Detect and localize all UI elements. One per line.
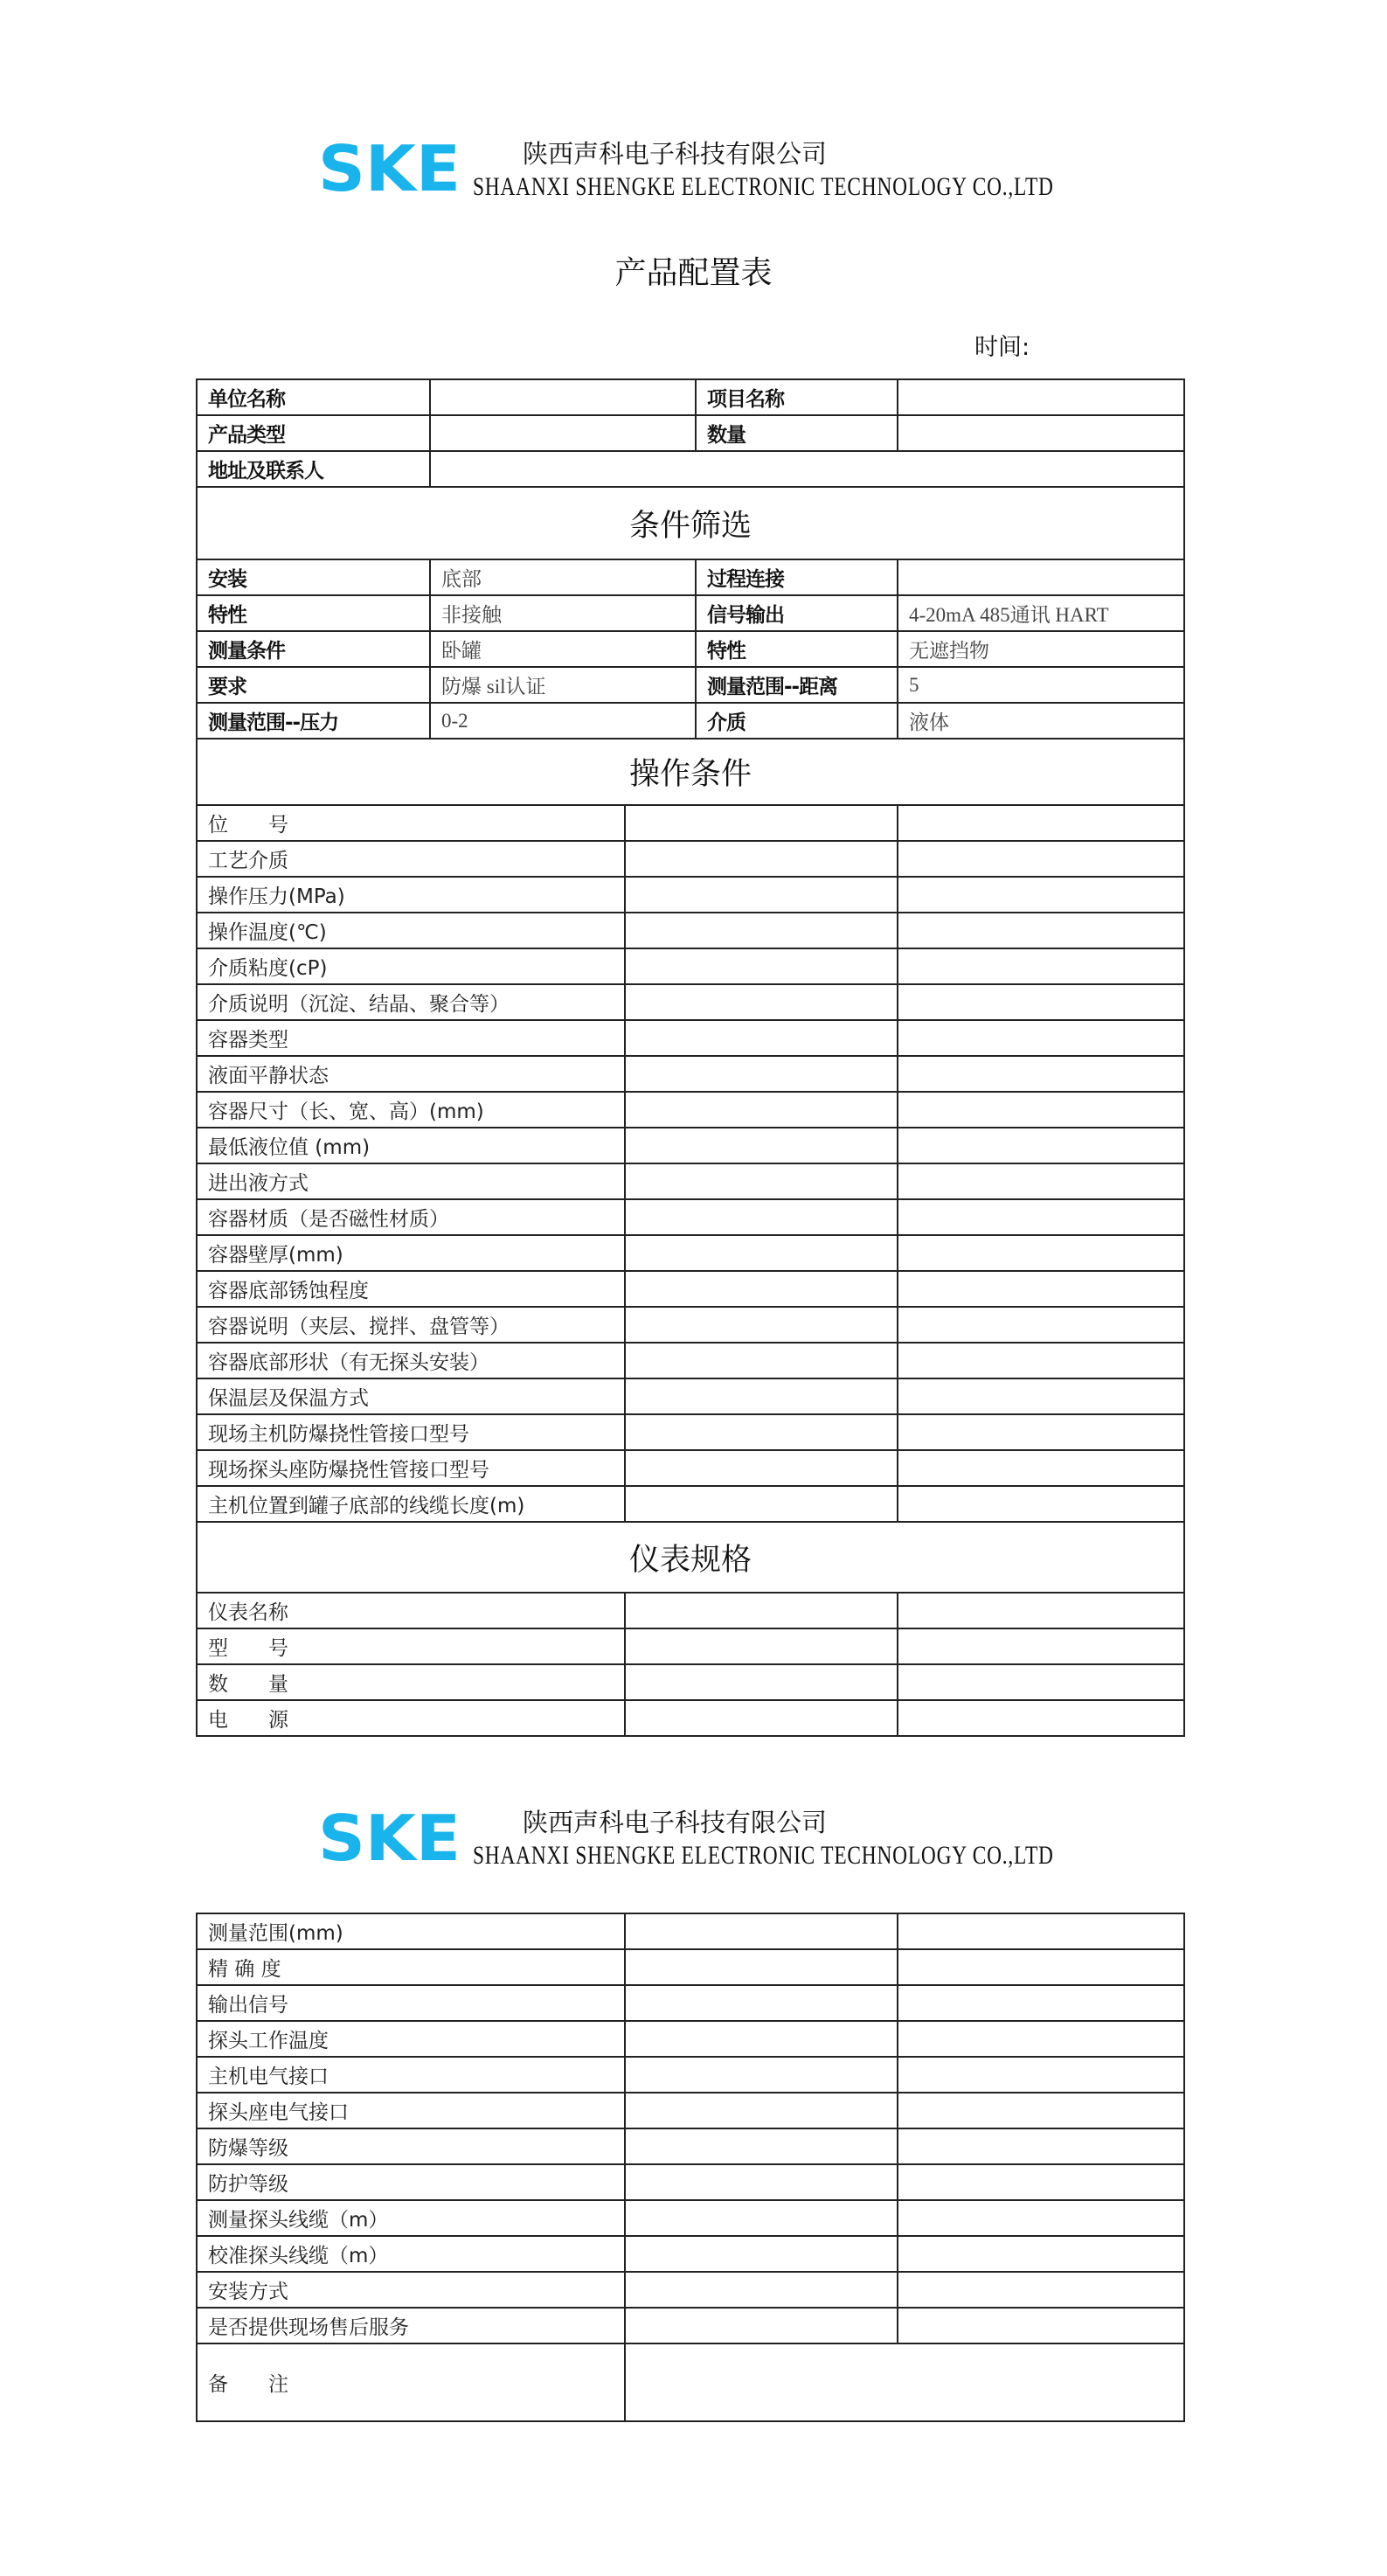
value-field-2[interactable]: [898, 2164, 1184, 2200]
table-row: [197, 1199, 1184, 1235]
condition-label: 信号输出: [696, 595, 898, 631]
value-field-1[interactable]: [625, 1343, 898, 1378]
instrument-spec-heading: 仪表规格: [197, 1522, 1184, 1593]
table-row: [197, 703, 1184, 739]
value-field-2[interactable]: [898, 2021, 1184, 2057]
table-row: [197, 1628, 1184, 1664]
value-field-2[interactable]: [898, 984, 1184, 1020]
value-field-2[interactable]: [898, 1307, 1184, 1343]
row-label: 防爆等级: [197, 2128, 625, 2164]
table-row: [197, 2200, 1184, 2236]
value-field-1[interactable]: [625, 2236, 898, 2272]
table-row: [197, 631, 1184, 667]
row-label: 介质说明（沉淀、结晶、聚合等）: [197, 984, 625, 1020]
value-field-1[interactable]: [625, 2164, 898, 2200]
table-row: [197, 415, 1184, 451]
value-field-2[interactable]: [898, 1913, 1184, 1949]
value-field-1[interactable]: [625, 2272, 898, 2308]
value-field-2[interactable]: [898, 2236, 1184, 2272]
row-label: 容器材质（是否磁性材质）: [197, 1199, 625, 1235]
row-label: 操作温度(℃): [197, 913, 625, 948]
value-field-2[interactable]: [898, 1414, 1184, 1450]
condition-value[interactable]: 非接触: [430, 595, 696, 631]
value-field-1[interactable]: [625, 2128, 898, 2164]
svg-text:SKE: SKE: [318, 1811, 461, 1864]
condition-value[interactable]: 底部: [430, 559, 696, 595]
table-row: [197, 1486, 1184, 1522]
value-field-2[interactable]: [898, 2128, 1184, 2164]
value-field-2[interactable]: [898, 1128, 1184, 1163]
table-row: [197, 1056, 1184, 1092]
row-label: 主机电气接口: [197, 2057, 625, 2093]
row-label: 容器尺寸（长、宽、高）(mm): [197, 1092, 625, 1128]
table-row: [197, 1593, 1184, 1628]
value-field-1[interactable]: [625, 984, 898, 1020]
table-row: [197, 1949, 1184, 1985]
address-label: 地址及联系人: [197, 451, 430, 487]
value-field-1[interactable]: [625, 2057, 898, 2093]
value-field-2[interactable]: [898, 913, 1184, 948]
value-field-1[interactable]: [625, 1056, 898, 1092]
value-field-2[interactable]: [898, 1985, 1184, 2021]
value-field-2[interactable]: [898, 1450, 1184, 1486]
value-field-2[interactable]: [898, 1056, 1184, 1092]
table-row: [197, 1664, 1184, 1700]
value-field-1[interactable]: [625, 1949, 898, 1985]
value-field-1[interactable]: [625, 1414, 898, 1450]
product-type-field[interactable]: [430, 415, 696, 451]
project-name-label: 项目名称: [696, 379, 898, 415]
value-field-2[interactable]: [898, 1378, 1184, 1414]
table-row: [197, 1163, 1184, 1199]
condition-value[interactable]: 液体: [898, 703, 1184, 739]
row-label: 工艺介质: [197, 841, 625, 877]
table-row: [197, 2236, 1184, 2272]
row-label: 主机位置到罐子底部的线缆长度(m): [197, 1486, 625, 1522]
row-label: 容器底部锈蚀程度: [197, 1271, 625, 1307]
table-row: [197, 1414, 1184, 1450]
table-row: [197, 2021, 1184, 2057]
value-field-1[interactable]: [625, 1235, 898, 1271]
condition-value[interactable]: 0-2: [430, 703, 696, 739]
table-row: [197, 1985, 1184, 2021]
table-row: [197, 595, 1184, 631]
value-field-2[interactable]: [898, 877, 1184, 913]
ske-logo: [318, 1811, 462, 1864]
row-label: 安装方式: [197, 2272, 625, 2308]
table-row: [197, 1020, 1184, 1056]
value-field-1[interactable]: [625, 2093, 898, 2128]
row-label: 精 确 度: [197, 1949, 625, 1985]
value-field-2[interactable]: [898, 2093, 1184, 2128]
value-field-1[interactable]: [625, 1271, 898, 1307]
value-field-2[interactable]: [898, 948, 1184, 984]
value-field-2[interactable]: [898, 1235, 1184, 1271]
table-row: [197, 2057, 1184, 2093]
value-field-1[interactable]: [625, 1450, 898, 1486]
condition-label: 特性: [696, 631, 898, 667]
remarks-field[interactable]: [625, 2343, 1184, 2421]
value-field-2[interactable]: [898, 2200, 1184, 2236]
condition-filter-heading: 条件筛选: [197, 487, 1184, 559]
row-label: 介质粘度(cP): [197, 948, 625, 984]
value-field-1[interactable]: [625, 948, 898, 984]
row-label: 数 量: [197, 1664, 625, 1700]
value-field-1[interactable]: [625, 1985, 898, 2021]
row-label: 测量探头线缆（m）: [197, 2200, 625, 2236]
section-row: [197, 739, 1184, 805]
condition-value[interactable]: 4-20mA 485通讯 HART: [898, 595, 1184, 631]
condition-value[interactable]: [898, 559, 1184, 595]
value-field-2[interactable]: [898, 1343, 1184, 1378]
condition-value[interactable]: 5: [898, 667, 1184, 703]
table-row: [197, 2343, 1184, 2421]
row-label: 现场主机防爆挠性管接口型号: [197, 1414, 625, 1450]
row-label: 进出液方式: [197, 1163, 625, 1199]
condition-label: 要求: [197, 667, 430, 703]
value-field-2[interactable]: [898, 1949, 1184, 1985]
condition-label: 测量条件: [197, 631, 430, 667]
value-field-1[interactable]: [625, 1199, 898, 1235]
value-field-1[interactable]: [625, 841, 898, 877]
quantity-field[interactable]: [898, 415, 1184, 451]
table-row: [197, 805, 1184, 841]
table-row: [197, 1128, 1184, 1163]
table-row: [197, 559, 1184, 595]
row-label: 液面平静状态: [197, 1056, 625, 1092]
table-row: [197, 2272, 1184, 2308]
operating-conditions-heading: 操作条件: [197, 739, 1184, 805]
value-field-1[interactable]: [625, 805, 898, 841]
ske-logo: [318, 142, 462, 194]
table-row: [197, 1913, 1184, 1949]
value-field-1[interactable]: [625, 1020, 898, 1056]
value-field-1[interactable]: [625, 1163, 898, 1199]
row-label: 容器说明（夹层、搅拌、盘管等）: [197, 1307, 625, 1343]
svg-text:SKE: SKE: [318, 142, 461, 194]
value-field-1[interactable]: [625, 1628, 898, 1664]
value-field-1[interactable]: [625, 913, 898, 948]
value-field-1[interactable]: [625, 1092, 898, 1128]
row-label: 仪表名称: [197, 1593, 625, 1628]
value-field-2[interactable]: [898, 841, 1184, 877]
remarks-label: 备 注: [197, 2343, 625, 2421]
condition-label: 介质: [696, 703, 898, 739]
row-label: 容器壁厚(mm): [197, 1235, 625, 1271]
condition-label: 过程连接: [696, 559, 898, 595]
value-field-2[interactable]: [898, 1486, 1184, 1522]
row-label: 现场探头座防爆挠性管接口型号: [197, 1450, 625, 1486]
value-field-1[interactable]: [625, 1128, 898, 1163]
condition-label: 安装: [197, 559, 430, 595]
unit-name-field[interactable]: [430, 379, 696, 415]
row-label: 位 号: [197, 805, 625, 841]
project-name-field[interactable]: [898, 379, 1184, 415]
value-field-1[interactable]: [625, 1593, 898, 1628]
row-label: 容器底部形状（有无探头安装）: [197, 1343, 625, 1378]
company-name-cn: 陕西声科电子科技有限公司: [523, 1808, 828, 1837]
quantity-label: 数量: [696, 415, 898, 451]
table-row: [197, 379, 1184, 415]
table-row: [197, 984, 1184, 1020]
table-row: [197, 913, 1184, 948]
table-row: [197, 2093, 1184, 2128]
company-name-cn: 陕西声科电子科技有限公司: [523, 139, 828, 169]
row-label: 操作压力(MPa): [197, 877, 625, 913]
company-name-en: SHAANXI SHENGKE ELECTRONIC TECHNOLOGY CO.,LTD: [473, 1841, 1054, 1870]
row-label: 是否提供现场售后服务: [197, 2308, 625, 2343]
table-row: [197, 1378, 1184, 1414]
row-label: 保温层及保温方式: [197, 1378, 625, 1414]
value-field-2[interactable]: [898, 1664, 1184, 1700]
table-row: [197, 1450, 1184, 1486]
table-row: [197, 1092, 1184, 1128]
table-row: [197, 841, 1184, 877]
value-field-2[interactable]: [898, 2272, 1184, 2308]
condition-label: 特性: [197, 595, 430, 631]
condition-value[interactable]: 防爆 sil认证: [430, 667, 696, 703]
value-field-1[interactable]: [625, 1913, 898, 1949]
table-row: [197, 667, 1184, 703]
table-row: [197, 1271, 1184, 1307]
value-field-2[interactable]: [898, 2308, 1184, 2343]
value-field-2[interactable]: [898, 1271, 1184, 1307]
value-field-1[interactable]: [625, 877, 898, 913]
value-field-1[interactable]: [625, 1486, 898, 1522]
value-field-1[interactable]: [625, 1664, 898, 1700]
address-field[interactable]: [430, 451, 1184, 487]
config-table: [196, 378, 1185, 1737]
row-label: 输出信号: [197, 1985, 625, 2021]
row-label: 探头座电气接口: [197, 2093, 625, 2128]
value-field-2[interactable]: [898, 1700, 1184, 1736]
table-row: [197, 1343, 1184, 1378]
value-field-1[interactable]: [625, 2308, 898, 2343]
table-row: [197, 2308, 1184, 2343]
row-label: 电 源: [197, 1700, 625, 1736]
value-field-2[interactable]: [898, 805, 1184, 841]
value-field-2[interactable]: [898, 1163, 1184, 1199]
value-field-1[interactable]: [625, 2021, 898, 2057]
value-field-2[interactable]: [898, 1020, 1184, 1056]
value-field-2[interactable]: [898, 1199, 1184, 1235]
value-field-2[interactable]: [898, 1628, 1184, 1664]
value-field-1[interactable]: [625, 2200, 898, 2236]
section-row: [197, 1522, 1184, 1593]
table-row: [197, 1307, 1184, 1343]
condition-value[interactable]: 卧罐: [430, 631, 696, 667]
row-label: 探头工作温度: [197, 2021, 625, 2057]
value-field-1[interactable]: [625, 1378, 898, 1414]
row-label: 校准探头线缆（m）: [197, 2236, 625, 2272]
table-row: [197, 1235, 1184, 1271]
row-label: 型 号: [197, 1628, 625, 1664]
value-field-1[interactable]: [625, 1307, 898, 1343]
condition-label: 测量范围--距离: [696, 667, 898, 703]
table-row: [197, 451, 1184, 487]
product-type-label: 产品类型: [197, 415, 430, 451]
value-field-1[interactable]: [625, 1700, 898, 1736]
company-name-en: SHAANXI SHENGKE ELECTRONIC TECHNOLOGY CO.,LTD: [473, 172, 1054, 201]
condition-label: 测量范围--压力: [197, 703, 430, 739]
table-row: [197, 877, 1184, 913]
section-row: [197, 487, 1184, 559]
row-label: 测量范围(mm): [197, 1913, 625, 1949]
row-label: 容器类型: [197, 1020, 625, 1056]
condition-value[interactable]: 无遮挡物: [898, 631, 1184, 667]
spec-table-continued: [196, 1913, 1185, 2422]
table-row: [197, 1700, 1184, 1736]
unit-name-label: 单位名称: [197, 379, 430, 415]
row-label: 防护等级: [197, 2164, 625, 2200]
page-title: 产品配置表: [614, 255, 773, 291]
value-field-2[interactable]: [898, 2057, 1184, 2093]
table-row: [197, 948, 1184, 984]
table-row: [197, 2128, 1184, 2164]
row-label: 最低液位值 (mm): [197, 1128, 625, 1163]
value-field-2[interactable]: [898, 1092, 1184, 1128]
time-label: 时间:: [974, 334, 1030, 361]
value-field-2[interactable]: [898, 1593, 1184, 1628]
table-row: [197, 2164, 1184, 2200]
